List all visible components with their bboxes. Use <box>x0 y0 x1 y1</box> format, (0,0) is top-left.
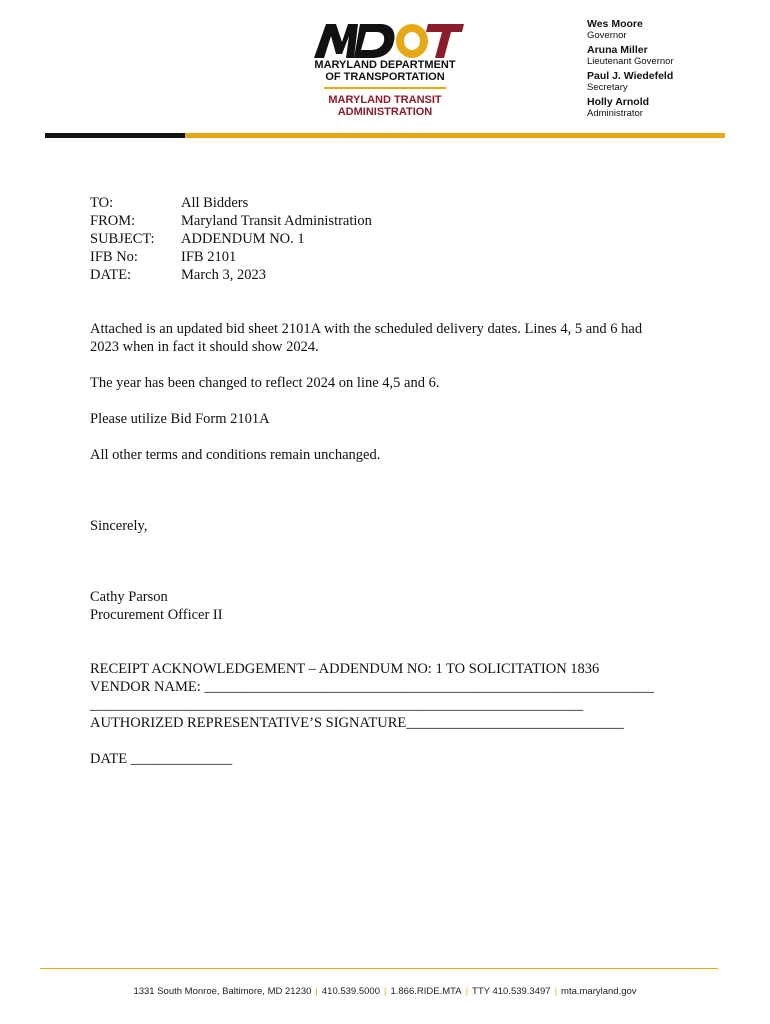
dept-name-line1: MARYLAND DEPARTMENT <box>314 59 456 71</box>
official-title: Administrator <box>587 108 643 119</box>
official-name: Wes Moore <box>587 18 643 30</box>
official-title: Governor <box>587 30 627 41</box>
official-governor <box>587 18 643 41</box>
header-bar-black <box>45 133 185 138</box>
blank-line: ____________________________________________________________________ <box>90 697 583 713</box>
footer-separator: | <box>384 986 387 997</box>
body-paragraph-3: Please utilize Bid Form 2101A <box>90 411 270 427</box>
body-paragraph-1-line-2: 2023 when in fact it should show 2024. <box>90 339 319 355</box>
memo-to-value: All Bidders <box>181 195 249 211</box>
memo-to-label: TO: <box>90 195 114 211</box>
official-name: Holly Arnold <box>587 96 650 108</box>
logo-divider <box>324 87 446 89</box>
footer-rule <box>40 968 718 969</box>
signature-line: AUTHORIZED REPRESENTATIVE’S SIGNATURE______________________________ <box>90 715 624 731</box>
memo-date-label: DATE: <box>90 267 132 283</box>
body-paragraph-4: All other terms and conditions remain unchanged. <box>90 447 381 463</box>
receipt-heading: RECEIPT ACKNOWLEDGEMENT – ADDENDUM NO: 1 TO SOLICITATION 1836 <box>90 661 600 677</box>
body-paragraph-2: The year has been changed to reflect 2024 on line 4,5 and 6. <box>90 375 440 391</box>
closing: Sincerely, <box>90 518 148 534</box>
memo-date-value: March 3, 2023 <box>181 267 266 283</box>
official-lieutenant-governor <box>587 44 674 67</box>
footer-address: 1331 South Monroe, Baltimore, MD 21230 <box>133 986 312 997</box>
footer-web[interactable]: mta.maryland.gov <box>561 986 637 997</box>
official-title: Secretary <box>587 82 628 93</box>
official-title: Lieutenant Governor <box>587 56 674 67</box>
mta-name-line2: ADMINISTRATION <box>337 106 433 118</box>
memo-ifb-label: IFB No: <box>90 249 138 265</box>
body-paragraph-1-line-1: Attached is an updated bid sheet 2101A with the scheduled delivery dates. Lines 4, 5 and 6 had <box>90 321 643 337</box>
vendor-name-line: VENDOR NAME: ______________________________________________________________ <box>90 679 654 695</box>
official-administrator <box>587 96 649 119</box>
memo-from-label: FROM: <box>90 213 136 229</box>
footer-separator: | <box>315 986 318 997</box>
official-name: Paul J. Wiedefeld <box>587 70 674 82</box>
footer-tty: TTY 410.539.3497 <box>472 986 551 997</box>
mta-name-line1: MARYLAND TRANSIT <box>328 94 442 106</box>
footer-separator: | <box>465 986 469 997</box>
memo-subject-label: SUBJECT: <box>90 231 155 247</box>
official-secretary <box>587 70 673 93</box>
dept-name-line2: OF TRANSPORTATION <box>325 71 445 83</box>
footer-ride: 1.866.RIDE.MTA <box>390 986 462 997</box>
footer-phone: 410.539.5000 <box>321 986 380 997</box>
date-line: DATE ______________ <box>90 751 233 767</box>
memo-subject-value: ADDENDUM NO. 1 <box>181 231 305 247</box>
signer-title: Procurement Officer II <box>90 607 223 623</box>
header-bar-gold <box>185 133 725 138</box>
mdot-logo-icon <box>314 22 464 60</box>
footer-separator: | <box>554 986 558 997</box>
signer-name: Cathy Parson <box>90 589 168 605</box>
memo-from-value: Maryland Transit Administration <box>181 213 372 229</box>
memo-ifb-value: IFB 2101 <box>181 249 237 265</box>
official-name: Aruna Miller <box>587 44 648 56</box>
footer-contact <box>40 986 730 997</box>
